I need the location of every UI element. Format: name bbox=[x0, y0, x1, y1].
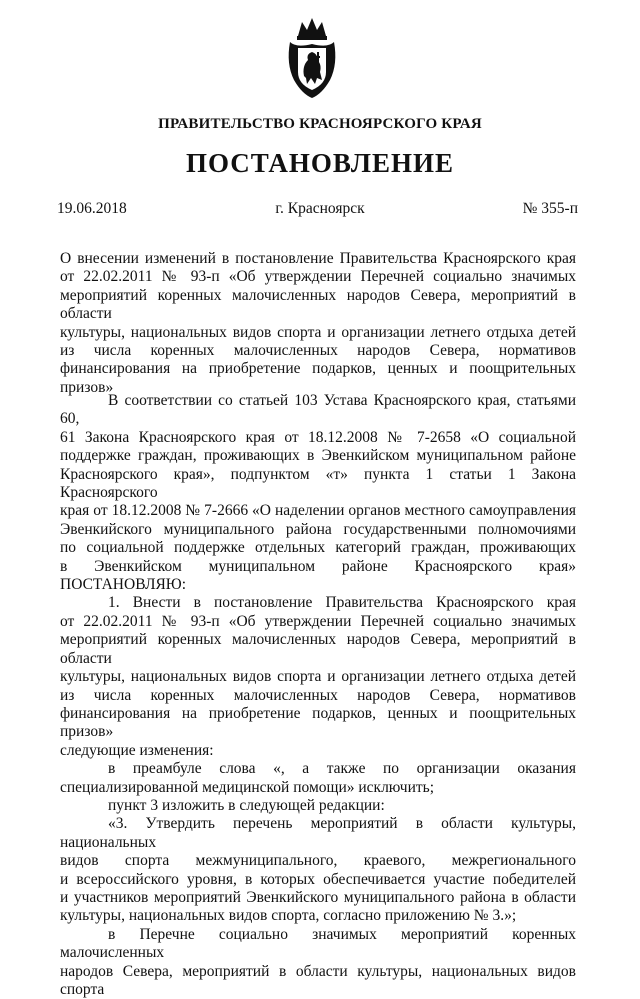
body-line: в Эвенкийском муниципальном районе Красноярского края» bbox=[60, 557, 576, 575]
body-line: народов Севера, мероприятий в области культуры, национальных видов спорта bbox=[60, 962, 576, 998]
decree-body bbox=[60, 392, 576, 999]
body-line: видов спорта межмуниципального, краевого, межрегионального bbox=[60, 852, 576, 870]
resolution-word: ПОСТАНОВЛЯЮ: bbox=[60, 576, 187, 594]
body-line: от 22.02.2011 № 93-п «Об утверждении Перечней социально значимых bbox=[60, 612, 576, 630]
body-line: края от 18.12.2008 № 7-2666 «О наделении органов местного самоуправления bbox=[60, 502, 576, 520]
body-line: культуры, национальных видов спорта и организации летнего отдыха детей bbox=[60, 668, 576, 686]
coat-of-arms-icon bbox=[284, 14, 340, 100]
body-line: следующие изменения: bbox=[60, 741, 214, 759]
subject-line: от 22.02.2011 № 93-п «Об утверждении Перечней социально значимых bbox=[60, 268, 576, 286]
body-line: специализированной медицинской помощи» исключить; bbox=[60, 778, 435, 796]
document-date: 19.06.2018 bbox=[57, 200, 127, 217]
body-line: культуры, национальных видов спорта, согласно приложению № 3.»; bbox=[60, 907, 517, 925]
body-line: финансирования на приобретение подарков, ценных и поощрительных призов» bbox=[60, 704, 576, 741]
body-line: Красноярского края», подпунктом «т» пункта 1 статьи 1 Закона Красноярского bbox=[60, 465, 576, 502]
document-type-title: ПОСТАНОВЛЕНИЕ bbox=[185, 148, 455, 178]
body-line: «3. Утвердить перечень мероприятий в области культуры, национальных bbox=[60, 815, 576, 851]
body-line: и всероссийского уровня, в которых обеспечивается участие победителей bbox=[60, 870, 576, 888]
subject-line: культуры, национальных видов спорта и организации летнего отдыха детей bbox=[60, 323, 576, 341]
body-line: в преамбуле слова «, а также по организации оказания bbox=[108, 760, 576, 778]
document-city: г. Красноярск bbox=[275, 200, 365, 217]
document-number: № 355-п bbox=[522, 200, 578, 217]
body-line: В соответствии со статьей 103 Устава Красноярского края, статьями 60, bbox=[60, 392, 576, 428]
body-line: пункт 3 изложить в следующей редакции: bbox=[108, 796, 385, 814]
body-line: Эвенкийского муниципального района государственными полномочиями bbox=[60, 520, 576, 538]
body-line: в Перечне социально значимых мероприятий коренных малочисленных bbox=[60, 925, 576, 962]
decree-subject bbox=[60, 250, 576, 397]
government-name: ПРАВИТЕЛЬСТВО КРАСНОЯРСКОГО КРАЯ bbox=[158, 116, 482, 132]
body-line: по социальной поддержке отдельных категорий граждан, проживающих bbox=[60, 539, 576, 557]
subject-line: из числа коренных малочисленных народов Севера, нормативов bbox=[60, 342, 576, 360]
body-line: 1. Внести в постановление Правительства Красноярского края bbox=[108, 594, 576, 612]
body-line: и участников мероприятий Эвенкийского муниципального района в области bbox=[60, 888, 576, 906]
body-line: мероприятий коренных малочисленных народов Севера, мероприятий в области bbox=[60, 631, 576, 667]
body-line: поддержке граждан, проживающих в Эвенкийском муниципальном районе bbox=[60, 447, 576, 465]
subject-line: мероприятий коренных малочисленных народов Севера, мероприятий в области bbox=[60, 286, 576, 323]
body-line: из числа коренных малочисленных народов Севера, нормативов bbox=[60, 686, 576, 704]
body-line: 61 Закона Красноярского края от 18.12.2008 № 7-2658 «О социальной bbox=[60, 428, 576, 446]
subject-line: финансирования на приобретение подарков, ценных и поощрительных призов» bbox=[60, 360, 576, 396]
subject-line: О внесении изменений в постановление Правительства Красноярского края bbox=[60, 250, 576, 267]
